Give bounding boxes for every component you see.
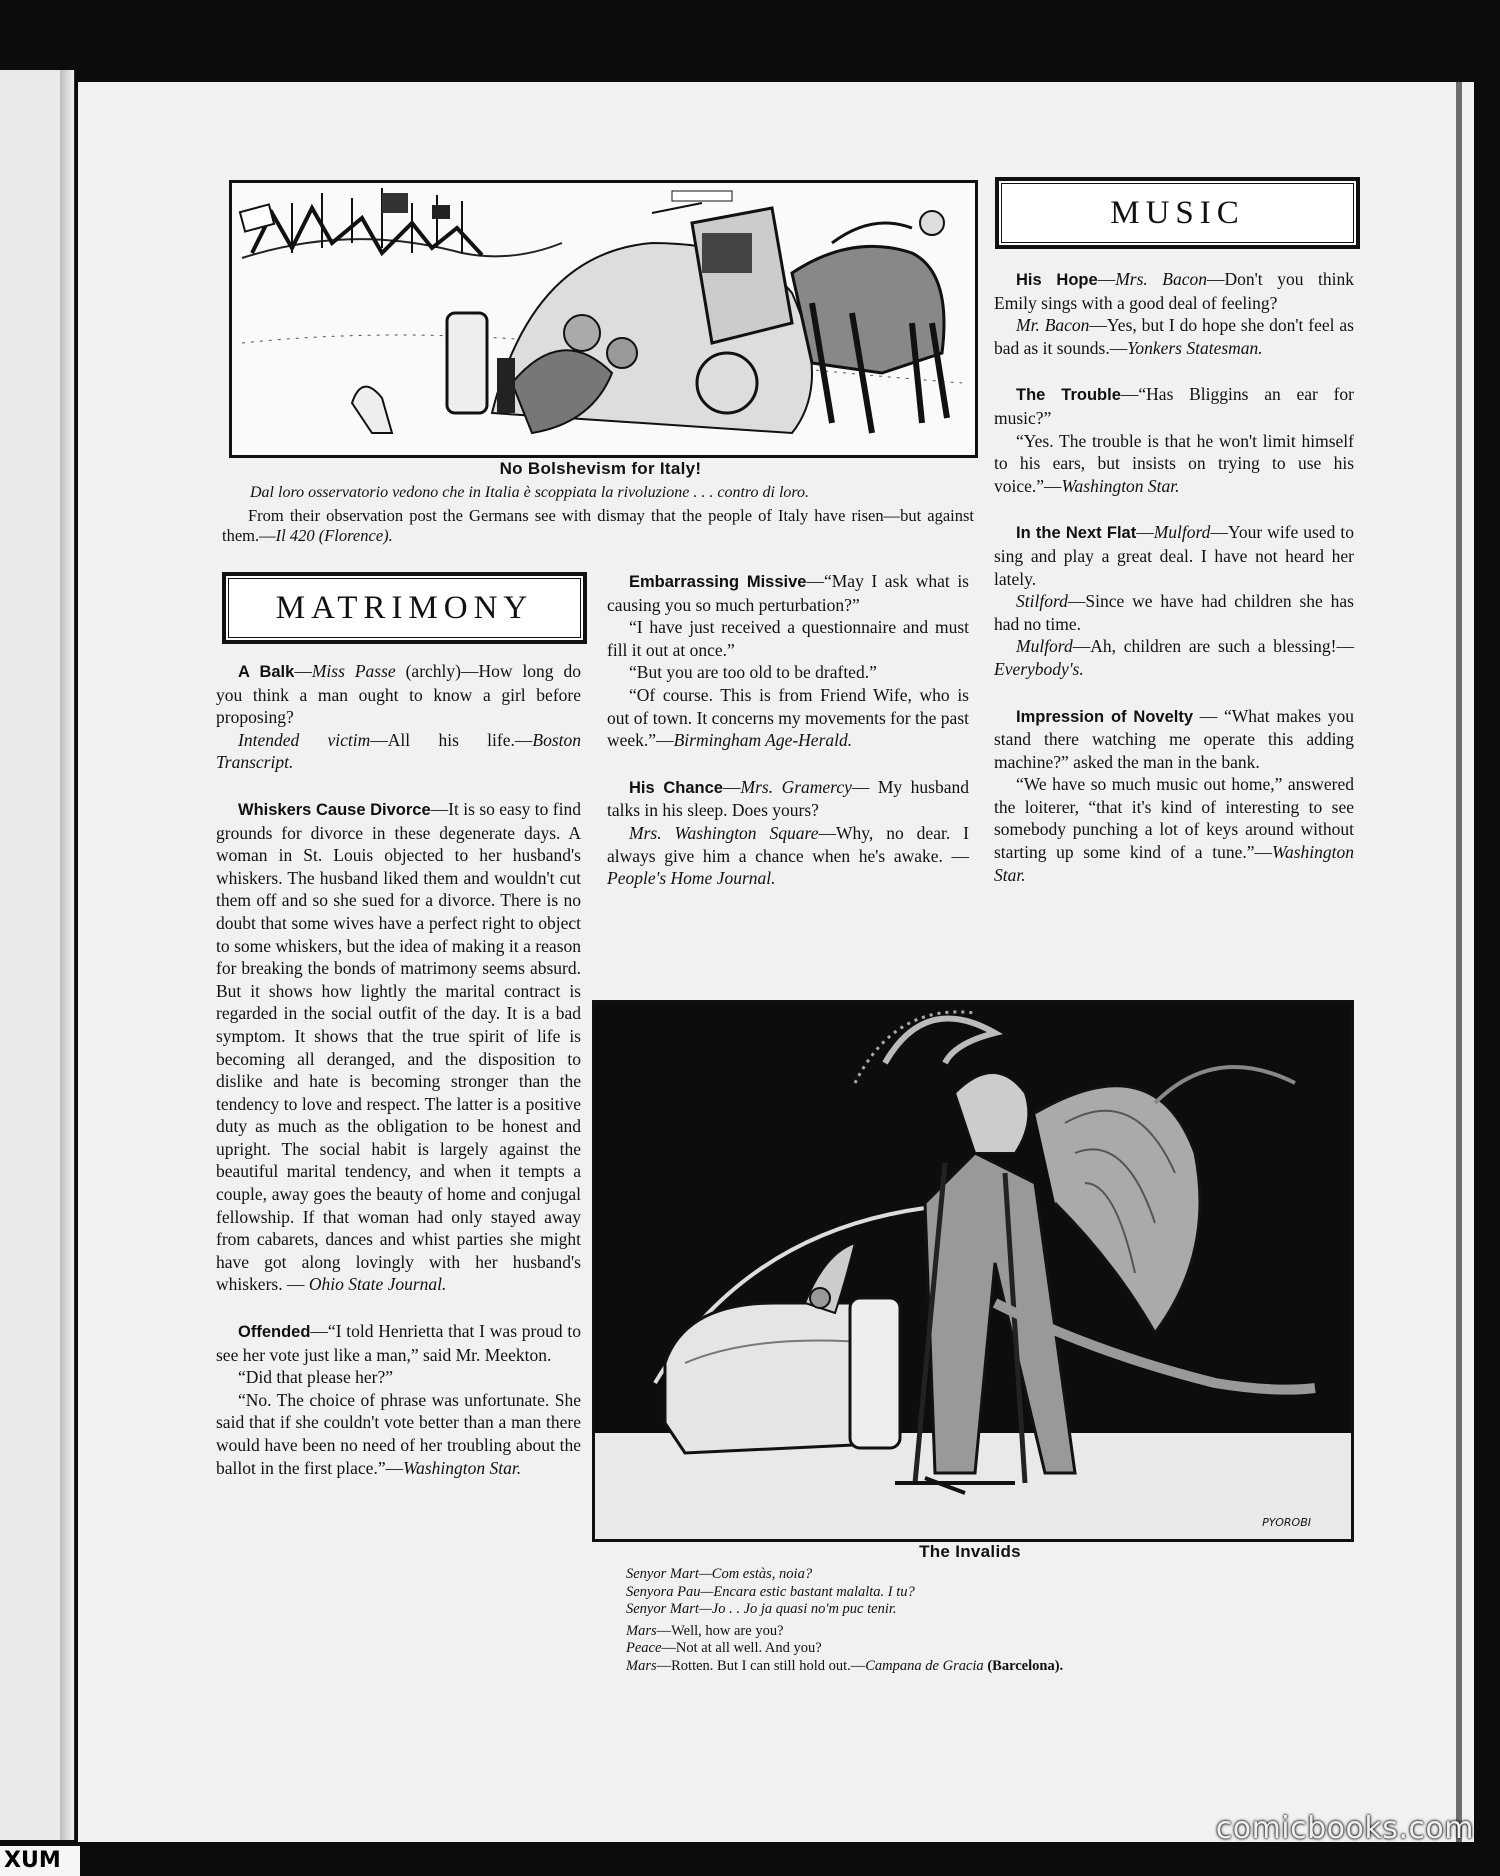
caption-source: Campana de Gracia <box>865 1657 984 1674</box>
article-a-balk <box>216 660 581 774</box>
article-text: “I have just received a questionnaire and must fill it out at once.” <box>607 617 969 660</box>
speaker: Mulford <box>1153 522 1211 543</box>
caption-source-city: (Barcelona). <box>983 1657 1064 1674</box>
article-text: —“May I ask what is causing you so much perturbation?” <box>607 571 969 615</box>
matrimony-column <box>216 660 581 1503</box>
article-text: “Yes. The trouble is that he won't limit himself to his ears, but insists on trying to use his voice.”— <box>994 430 1354 496</box>
article-title: His Chance <box>629 778 723 797</box>
article-text: —Why, no dear. I always give him a chance when he's awake. — <box>607 822 969 866</box>
article-title: Whiskers Cause Divorce <box>238 800 431 819</box>
caption-text: —Com estàs, noia? <box>698 1566 813 1582</box>
article-source: Boston Transcript. <box>216 729 582 773</box>
article-source: Ohio State Journal. <box>308 1274 447 1295</box>
page-edge <box>1456 82 1462 1842</box>
article-the-trouble <box>994 383 1354 497</box>
site-watermark: comicbooks.com <box>1215 1811 1474 1846</box>
article-text: “Did that please her?” <box>238 1367 393 1388</box>
caption-line <box>626 1658 1346 1676</box>
article-title: His Hope <box>1016 271 1098 289</box>
speaker: Senyor Mart <box>626 1601 699 1617</box>
article-text: — My husband talks in his sleep. Does yours? <box>607 776 970 821</box>
caption-text: —Well, how are you? <box>656 1622 784 1639</box>
artist-signature: PYOROBI <box>1262 1516 1311 1529</box>
article-next-flat <box>994 521 1354 680</box>
article-title: A Balk <box>238 663 295 681</box>
article-novelty <box>994 705 1354 887</box>
dash: — <box>723 776 741 797</box>
corner-label: XUM <box>0 1846 80 1876</box>
article-title: The Trouble <box>1016 386 1121 405</box>
article-source: Washington Star. <box>994 842 1354 885</box>
article-source: Yonkers Statesman. <box>1127 337 1263 358</box>
article-text: —All his life.— <box>370 729 533 750</box>
article-text: “We have so much music out home,” answered the loiterer, “that it's kind of interesting to see somebody punching a lot of keys around without starting up some kind of a tune.”— <box>994 774 1354 863</box>
cartoon-the-invalids-drawing <box>595 1003 1351 1539</box>
cartoon-no-bolshevism-drawing <box>232 183 975 455</box>
speaker: Mr. Bacon <box>1016 315 1090 336</box>
article-source: Birmingham Age-Herald. <box>673 730 853 751</box>
speaker: Intended victim <box>238 729 371 750</box>
music-column <box>994 268 1354 910</box>
music-heading: MUSIC <box>1110 194 1245 231</box>
article-title: Offended <box>238 1323 311 1342</box>
speaker: Senyor Mart <box>626 1566 699 1582</box>
speaker: Mulford <box>1016 636 1073 657</box>
cartoon-source: Il 420 (Florence). <box>275 526 393 545</box>
matrimony-heading-box <box>222 572 587 644</box>
speaker: Peace <box>626 1640 662 1656</box>
article-offended <box>216 1320 581 1479</box>
article-text: — “What makes you stand there watching me operate this adding machine?” asked the man in the bank. <box>994 705 1355 772</box>
article-embarrassing-missive <box>607 570 969 752</box>
invalids-title: The Invalids <box>919 1542 1021 1561</box>
speaker: Mrs. Washington Square <box>629 822 819 843</box>
caption-line <box>626 1623 1346 1641</box>
article-text: —Yes, but I do hope she don't feel as bad as it sounds.— <box>994 315 1354 358</box>
speaker: Mrs. Gramercy <box>740 776 852 797</box>
article-text: “But you are too old to be drafted.” <box>629 662 877 683</box>
article-source: Everybody's. <box>994 658 1084 679</box>
dash: — <box>294 661 312 681</box>
article-title: Embarrassing Missive <box>629 573 807 591</box>
article-text: —Your wife used to sing and play a great deal. I have not heard her lately. <box>994 522 1355 589</box>
article-text: —Since we have had children she has had no time. <box>994 591 1354 634</box>
speaker: Stilford <box>1016 591 1068 612</box>
article-text: (archly)—How long do you think a man ought to know a girl before proposing? <box>216 661 581 728</box>
article-his-hope <box>994 268 1354 359</box>
article-title: In the Next Flat <box>1016 524 1137 543</box>
dash: — <box>1136 522 1154 543</box>
article-text: —Don't you think Emily sings with a good deal of feeling? <box>994 269 1354 313</box>
gutter-shadow <box>60 70 74 1840</box>
speaker: Miss Passe <box>311 661 396 681</box>
article-text: —It is so easy to find grounds for divorce in these degenerate days. A woman in St. Louis objected to her husband's whiskers. The husband liked them and wouldn't cut them off and so she sued for a divorce. There is no doubt that some wives have a perfect right to object to some whiskers, but the idea of making it a reason for breaking the bonds of matrimony seems absurd. But it shows how lightly the marital contract is regarded in the social outfit of the day. It is a bad symptom. It shows that the true spirit of life is becoming all deranged, and the disposition to dislike and hate is becoming stronger than the tendency to love and respect. The latter is a positive duty as much as the obligation to be honest and upright. The social habit is largely against the beautiful marital tendency, and when it tempts a couple, away goes the beauty of home and conjugal fellowship. If that woman had only stayed away from cabarets, dances and whist parties she might have got along lovingly with her husband's whiskers. — <box>216 798 581 1295</box>
caption-line <box>626 1640 1346 1658</box>
caption-text: —Rotten. But I can still hold out.— <box>656 1657 866 1674</box>
cartoon-title: No Bolshevism for Italy! <box>499 459 702 478</box>
caption-text: —Not at all well. And you? <box>661 1640 822 1656</box>
caption-text: —Encara estic bastant malalta. I tu? <box>700 1583 915 1600</box>
article-text: —Ah, children are such a blessing!— <box>1072 636 1354 657</box>
speaker: Mrs. Bacon <box>1115 269 1208 289</box>
cartoon-translation-text: From their observation post the Germans see with dismay that the people of Italy have risen—but against them.— <box>222 506 974 545</box>
article-source: People's Home Journal. <box>607 868 776 889</box>
caption-line <box>626 1566 1346 1584</box>
caption-text: —Jo . . Jo ja quasi no'm puc tenir. <box>698 1601 897 1617</box>
invalids-caption <box>626 1566 1346 1675</box>
cartoon-no-bolshevism <box>229 180 978 458</box>
article-text: —“I told Henrietta that I was proud to see her vote just like a man,” said Mr. Meekton. <box>216 1321 581 1365</box>
article-source: Washington Star. <box>1061 475 1180 496</box>
article-text: “No. The choice of phrase was unfortunate. She said that if she couldn't vote better than a man there would have been no need of her troubling about the ballot in the first place.”— <box>216 1389 581 1478</box>
article-source: Washington Star. <box>403 1457 522 1478</box>
article-text: —“Has Bliggins an ear for music?” <box>994 384 1354 428</box>
article-text: “Of course. This is from Friend Wife, who is out of town. It concerns my movements for the past week.”— <box>607 684 969 751</box>
speaker: Mars <box>626 1622 657 1639</box>
middle-column <box>607 570 969 914</box>
music-heading-box <box>995 177 1360 249</box>
cartoon-the-invalids <box>592 1000 1354 1542</box>
cartoon-italian-caption: Dal loro osservatorio vedono che in Italia è scoppiata la rivoluzione . . . contro di loro. <box>250 484 810 501</box>
article-title: Impression of Novelty <box>1016 707 1194 726</box>
dash: — <box>1097 269 1116 289</box>
caption-line <box>626 1584 1346 1602</box>
article-his-chance <box>607 776 969 890</box>
speaker: Mars <box>626 1657 657 1674</box>
cartoon-translation <box>222 506 974 546</box>
article-whiskers <box>216 798 581 1296</box>
speaker: Senyora Pau <box>626 1583 701 1600</box>
caption-line <box>626 1601 1346 1619</box>
matrimony-heading: MATRIMONY <box>275 589 534 626</box>
